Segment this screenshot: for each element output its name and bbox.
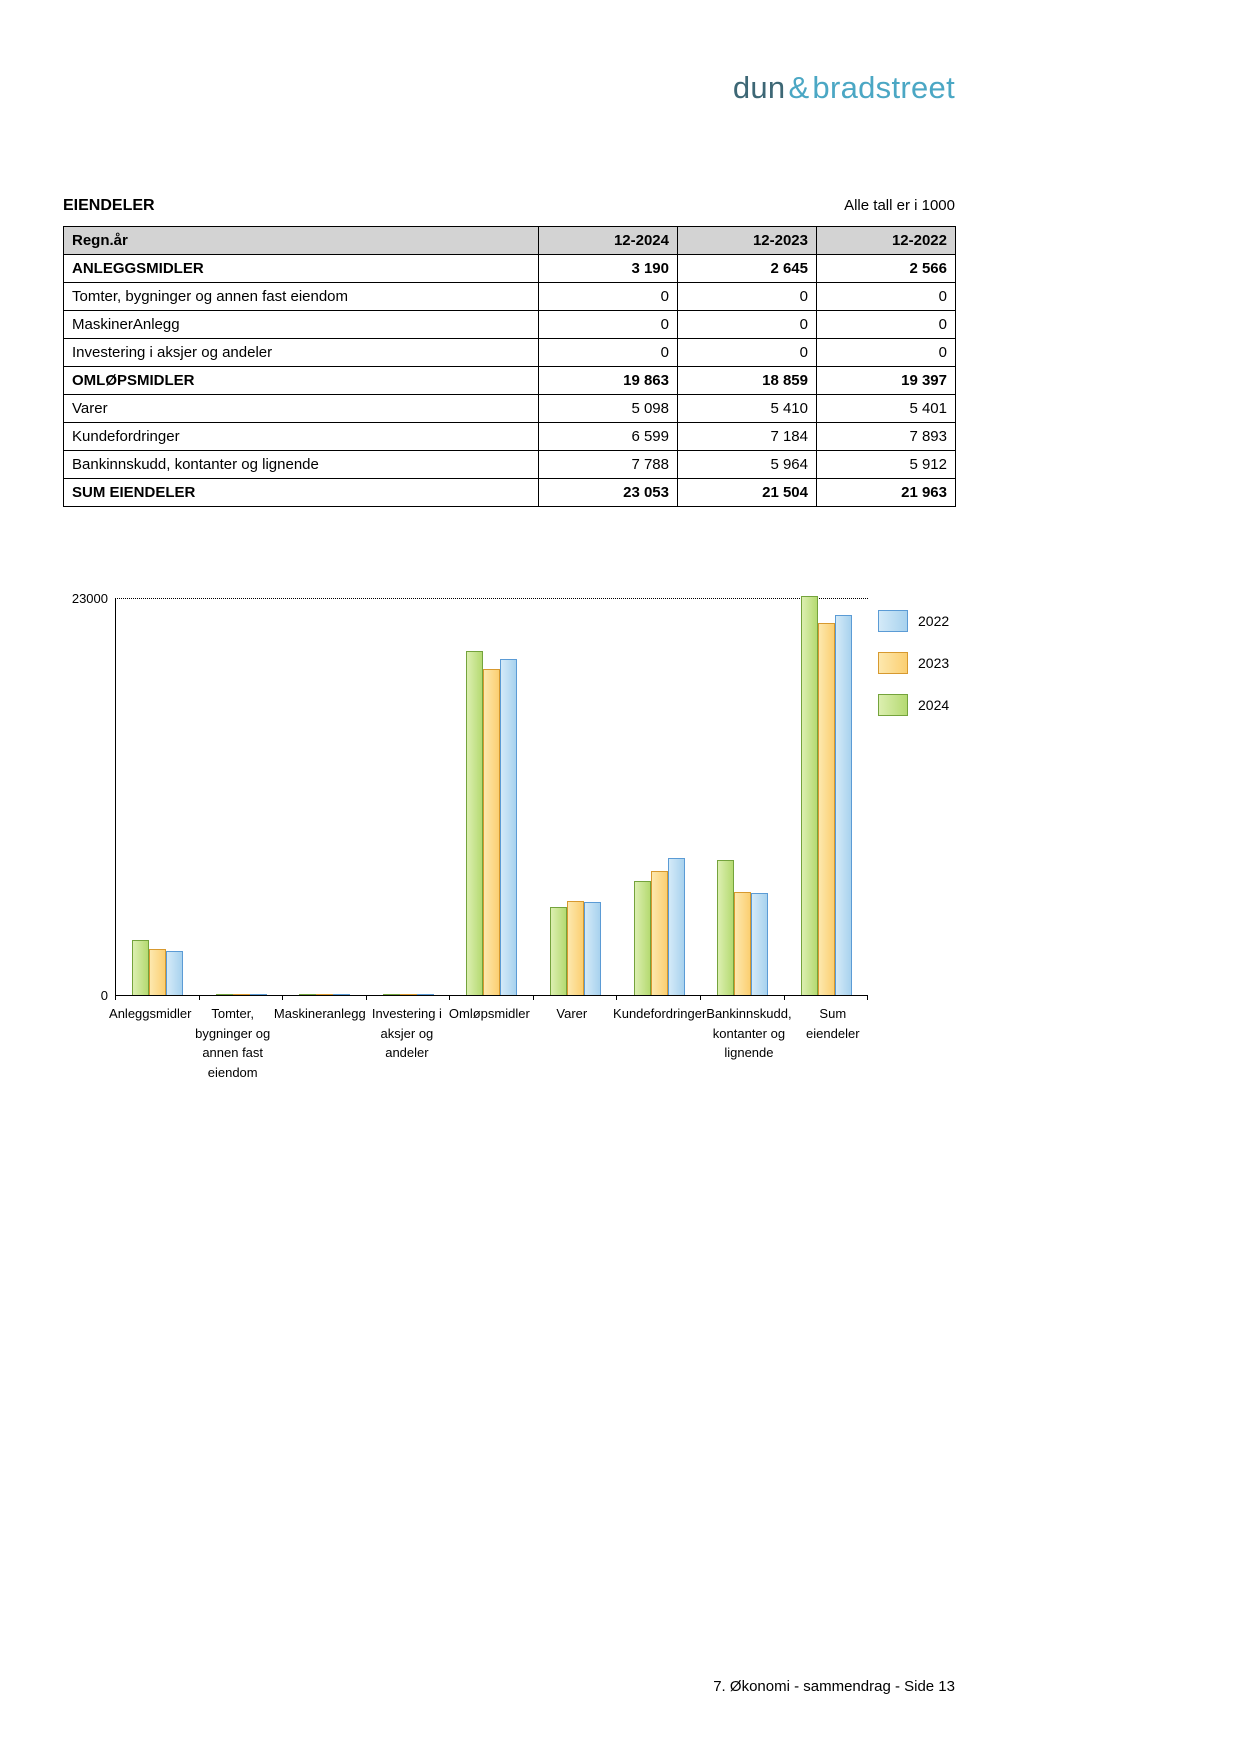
- bar-2022: [668, 858, 685, 995]
- legend-item-2022: [878, 610, 949, 632]
- row-label: ANLEGGSMIDLER: [64, 255, 539, 283]
- bar-group: [801, 596, 852, 995]
- row-value: 19 397: [817, 367, 956, 395]
- row-value: 2 645: [678, 255, 817, 283]
- table-body: [64, 255, 956, 507]
- legend-swatch-2022: [878, 610, 908, 632]
- row-value: 0: [817, 339, 956, 367]
- bar-2024: [466, 651, 483, 995]
- page-footer: 7. Økonomi - sammendrag - Side 13: [713, 1678, 955, 1695]
- axis-ticks: [115, 996, 868, 1000]
- x-axis-label: Bankinnskudd, kontanter og lignende: [706, 1006, 792, 1060]
- bar-2022: [584, 902, 601, 995]
- units-note: Alle tall er i 1000: [844, 197, 955, 214]
- x-axis-label: Investering i aksjer og andeler: [371, 1006, 442, 1060]
- x-labels: [109, 1004, 874, 1082]
- row-label: Tomter, bygninger og annen fast eiendom: [64, 283, 539, 311]
- plot-wrap: [71, 591, 868, 1003]
- bar-2023: [233, 994, 250, 995]
- row-label: OMLØPSMIDLER: [64, 367, 539, 395]
- assets-table: [63, 226, 956, 507]
- column-header: Regn.år: [64, 227, 539, 255]
- logo-text-bradstreet: bradstreet: [812, 70, 955, 105]
- ampersand-icon: &: [788, 70, 810, 105]
- row-value: 7 184: [678, 423, 817, 451]
- row-value: 5 912: [817, 451, 956, 479]
- row-value: 6 599: [539, 423, 678, 451]
- row-value: 23 053: [539, 479, 678, 507]
- bar-2024: [299, 994, 316, 995]
- table-header-row: [64, 227, 956, 255]
- plot-area: [71, 591, 868, 1003]
- bar-2024: [717, 860, 734, 995]
- bar-group: [634, 858, 685, 995]
- bar-2022: [417, 994, 434, 995]
- legend-label: 2022: [918, 613, 950, 629]
- axis-tick: [367, 996, 451, 1000]
- bar-2023: [149, 949, 166, 995]
- axis-tick: [283, 996, 367, 1000]
- dun-bradstreet-logo: [733, 70, 955, 106]
- bar-2022: [333, 994, 350, 995]
- row-value: 5 964: [678, 451, 817, 479]
- legend-swatch-2023: [878, 652, 908, 674]
- table-row: [64, 339, 956, 367]
- row-label: Investering i aksjer og andeler: [64, 339, 539, 367]
- legend-item-2024: [878, 694, 949, 716]
- row-value: 5 410: [678, 395, 817, 423]
- bar-group: [717, 860, 768, 995]
- x-axis-label: Varer: [556, 1006, 588, 1021]
- row-label: SUM EIENDELER: [64, 479, 539, 507]
- bar-2024: [634, 881, 651, 995]
- plot-bars: [116, 599, 868, 995]
- bar-2023: [316, 994, 333, 995]
- bar-group: [299, 994, 350, 995]
- bar-2024: [132, 940, 149, 995]
- row-value: 0: [817, 311, 956, 339]
- bar-2022: [166, 951, 183, 995]
- row-value: 0: [539, 339, 678, 367]
- row-value: 5 401: [817, 395, 956, 423]
- bar-2024: [801, 596, 818, 995]
- bar-2023: [400, 994, 417, 995]
- table-row: [64, 311, 956, 339]
- row-value: 7 893: [817, 423, 956, 451]
- table-heading-row: [63, 197, 955, 215]
- y-axis-tick-zero: 0: [100, 988, 108, 1003]
- x-axis-label: Tomter, bygninger og annen fast eiendom: [195, 1006, 271, 1080]
- axis-tick: [200, 996, 284, 1000]
- row-value: 21 504: [678, 479, 817, 507]
- row-label: Bankinnskudd, kontanter og lignende: [64, 451, 539, 479]
- column-header: 12-2022: [817, 227, 956, 255]
- table-row: [64, 479, 956, 507]
- bar-2024: [550, 907, 567, 995]
- logo-text-dun: dun: [732, 70, 786, 105]
- row-value: 0: [678, 283, 817, 311]
- bar-group: [132, 940, 183, 995]
- bar-group: [550, 901, 601, 995]
- axis-tick: [701, 996, 785, 1000]
- bar-group: [383, 994, 434, 995]
- bar-group: [216, 994, 267, 995]
- bar-2022: [751, 893, 768, 995]
- row-value: 0: [539, 283, 678, 311]
- row-value: 0: [817, 283, 956, 311]
- y-axis-tick-max: 23000: [71, 591, 108, 606]
- x-axis-label: Anleggsmidler: [109, 1006, 192, 1021]
- column-header: 12-2024: [539, 227, 678, 255]
- row-value: 18 859: [678, 367, 817, 395]
- x-axis-label: Maskineranlegg: [273, 1006, 366, 1021]
- axis-tick: [115, 996, 200, 1000]
- legend-item-2023: [878, 652, 949, 674]
- row-value: 21 963: [817, 479, 956, 507]
- x-axis-label: Kundefordringer: [613, 1006, 707, 1021]
- row-value: 19 863: [539, 367, 678, 395]
- row-label: Kundefordringer: [64, 423, 539, 451]
- bar-2023: [734, 892, 751, 995]
- bar-2022: [500, 659, 517, 995]
- bar-2023: [651, 871, 668, 995]
- bar-2024: [216, 994, 233, 995]
- table-row: [64, 283, 956, 311]
- axis-tick: [450, 996, 534, 1000]
- axis-tick: [534, 996, 618, 1000]
- row-value: 5 098: [539, 395, 678, 423]
- axis-tick: [617, 996, 701, 1000]
- assets-bar-chart: [63, 591, 1183, 1082]
- x-axis-label: Omløpsmidler: [448, 1006, 530, 1021]
- bar-group: [466, 651, 517, 995]
- table-row: [64, 423, 956, 451]
- row-value: 0: [539, 311, 678, 339]
- row-value: 3 190: [539, 255, 678, 283]
- legend-swatch-2024: [878, 694, 908, 716]
- table-row: [64, 451, 956, 479]
- table-row: [64, 367, 956, 395]
- row-value: 0: [678, 311, 817, 339]
- row-value: 7 788: [539, 451, 678, 479]
- chart-legend: [878, 610, 949, 736]
- bar-2024: [383, 994, 400, 995]
- bar-2022: [835, 615, 852, 995]
- bar-2023: [483, 669, 500, 995]
- row-value: 2 566: [817, 255, 956, 283]
- row-label: Varer: [64, 395, 539, 423]
- bar-2023: [567, 901, 584, 995]
- axis-tick: [785, 996, 869, 1000]
- row-label: MaskinerAnlegg: [64, 311, 539, 339]
- row-value: 0: [678, 339, 817, 367]
- x-axis-label: Sum eiendeler: [806, 1006, 860, 1041]
- table-row: [64, 395, 956, 423]
- table-row: [64, 255, 956, 283]
- column-header: 12-2023: [678, 227, 817, 255]
- bar-2022: [250, 994, 267, 995]
- bar-2023: [818, 623, 835, 995]
- legend-label: 2023: [918, 655, 950, 671]
- page-title: EIENDELER: [63, 197, 155, 214]
- legend-label: 2024: [918, 697, 950, 713]
